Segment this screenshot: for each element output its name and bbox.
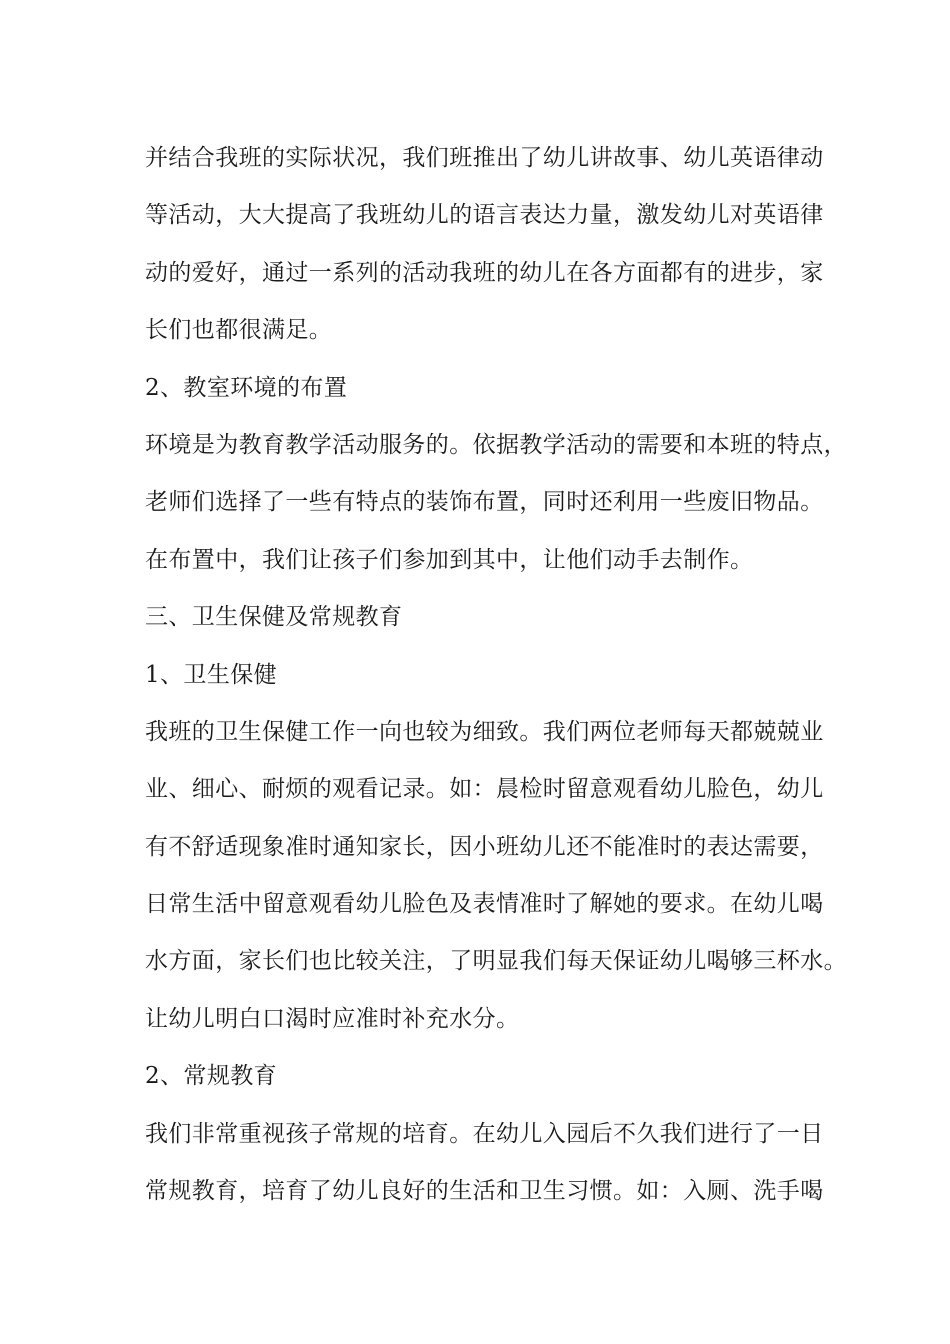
- paragraph-line: 并结合我班的实际状况，我们班推出了幼儿讲故事、幼儿英语律动: [145, 145, 824, 171]
- document-body: [145, 130, 847, 1220]
- paragraph-line: 水方面，家长们也比较关注，了明显我们每天保证幼儿喝够三杯水。: [145, 948, 847, 975]
- section-heading: 2、教室环境的布置: [145, 374, 348, 401]
- paragraph-line: 有不舒适现象准时通知家长，因小班幼儿还不能准时的表达需要，: [145, 833, 824, 860]
- paragraph-line: 环境是为教育教学活动服务的。依据教学活动的需要和本班的特点，: [145, 431, 847, 458]
- paragraph-line: 长们也都很满足。: [145, 317, 333, 344]
- paragraph-line: 我们非常重视孩子常规的培育。在幼儿入园后不久我们进行了一日: [145, 1120, 824, 1147]
- paragraph-line: 让幼儿明白口渴时应准时补充水分。: [145, 1005, 520, 1032]
- paragraph-line: 常规教育，培育了幼儿良好的生活和卫生习惯。如：入厕、洗手喝: [145, 1178, 824, 1205]
- section-heading: 三、卫生保健及常规教育: [145, 604, 403, 631]
- paragraph-line: 业、细心、耐烦的观看记录。如：晨检时留意观看幼儿脸色，幼儿: [145, 776, 824, 803]
- paragraph-line: 等活动，大大提高了我班幼儿的语言表达力量，激发幼儿对英语律: [145, 202, 824, 229]
- subsection-heading: 1、卫生保健: [145, 661, 278, 688]
- paragraph-line: 日常生活中留意观看幼儿脸色及表情准时了解她的要求。在幼儿喝: [145, 891, 824, 918]
- paragraph-line: 我班的卫生保健工作一向也较为细致。我们两位老师每天都兢兢业: [145, 718, 824, 745]
- subsection-heading: 2、常规教育: [145, 1063, 278, 1090]
- paragraph-line: 动的爱好，通过一系列的活动我班的幼儿在各方面都有的进步，家: [145, 259, 824, 286]
- paragraph-line: 老师们选择了一些有特点的装饰布置，同时还利用一些废旧物品。: [145, 489, 824, 516]
- paragraph-line: 在布置中，我们让孩子们参加到其中，让他们动手去制作。: [145, 546, 754, 573]
